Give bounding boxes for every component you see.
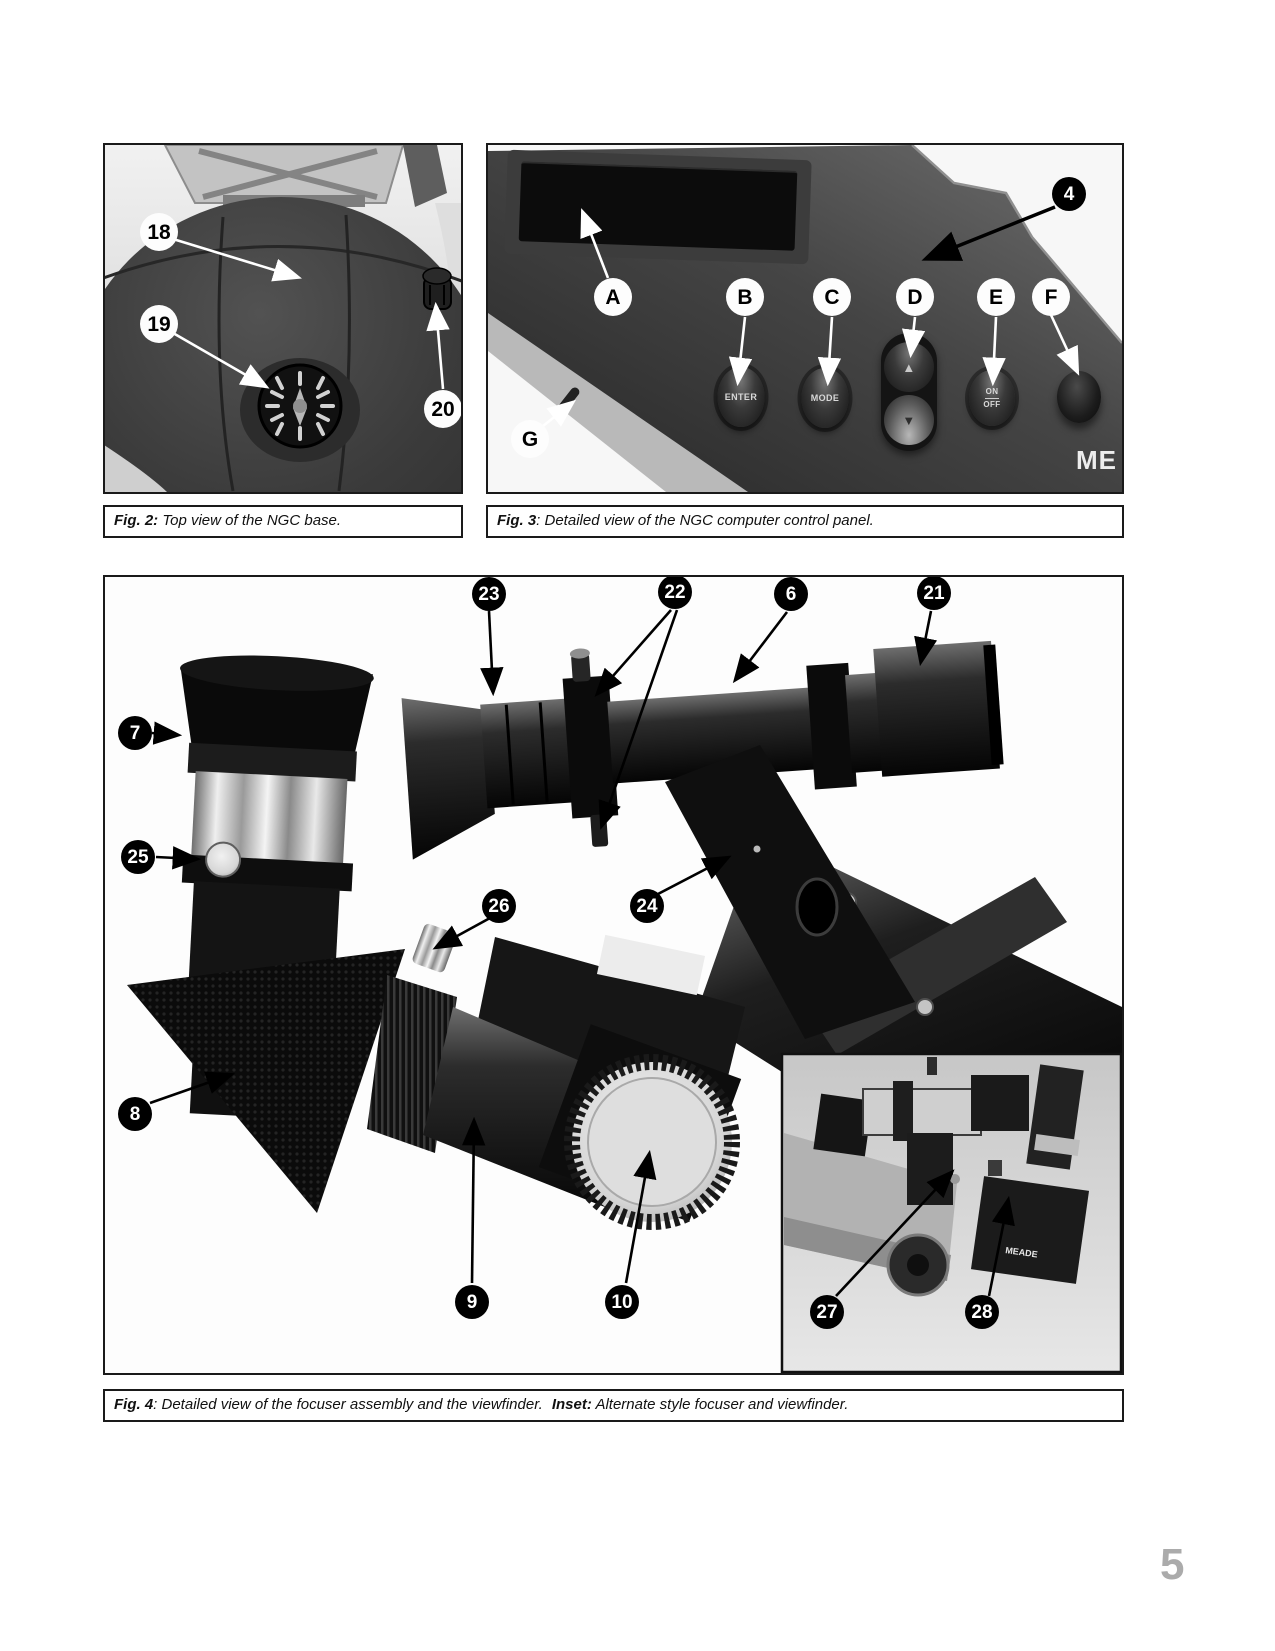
callout-4: 4 [1052,177,1086,211]
callout-9: 9 [455,1285,489,1319]
callout-C: C [813,278,851,316]
fig4-caption [103,1389,1124,1422]
fig2-photo [103,143,463,494]
brand-logo-partial: ME [1076,445,1117,475]
callout-6: 6 [774,577,808,611]
fig4-caption-label: Fig. 4 [114,1396,154,1413]
callout-B: B [726,278,764,316]
fig4-inset-label: Inset: [551,1396,592,1413]
mode-button: MODE [802,368,849,428]
callout-8: 8 [118,1097,152,1131]
fig2-caption [103,505,463,538]
callout-7: 7 [118,716,152,750]
fig4-caption-text: : Detailed view of the focuser assembly and the viewfinder. [153,1396,543,1413]
callout-22: 22 [658,575,692,609]
fig4-inset-text: Alternate style focuser and viewfinder. [591,1396,849,1413]
callout-23: 23 [472,577,506,611]
enter-button: ENTER [718,367,765,427]
up-arrow-icon: ▲ [902,359,916,375]
callout-21: 21 [917,576,951,610]
callout-10: 10 [605,1285,639,1319]
inset-brand-label: MEADE [1004,1245,1039,1260]
fig3-arrows [488,145,1122,492]
fig4-arrows [105,577,1122,1373]
callout-25: 25 [121,840,155,874]
fig3-caption [486,505,1124,538]
down-arrow-icon: ▼ [902,412,916,428]
callout-A: A [594,278,632,316]
callout-19: 19 [140,305,178,343]
callout-27: 27 [810,1295,844,1329]
callout-24: 24 [630,889,664,923]
fig4-photo [103,575,1124,1375]
fig3-caption-label: Fig. 3 [497,512,537,529]
callout-18: 18 [140,213,178,251]
callout-F: F [1032,278,1070,316]
callout-26: 26 [482,889,516,923]
fig2-caption-label: Fig. 2: [114,512,159,529]
fig2-caption-text: Top view of the NGC base. [158,512,342,529]
on-off-button: ON OFF [969,370,1015,426]
callout-20: 20 [424,390,462,428]
callout-G: G [511,420,549,458]
callout-28: 28 [965,1295,999,1329]
callout-E: E [977,278,1015,316]
fig3-caption-text: : Detailed view of the NGC computer control panel. [536,512,874,529]
fig3-photo [486,143,1124,494]
callout-D: D [896,278,934,316]
page-number: 5 [1160,1540,1185,1589]
